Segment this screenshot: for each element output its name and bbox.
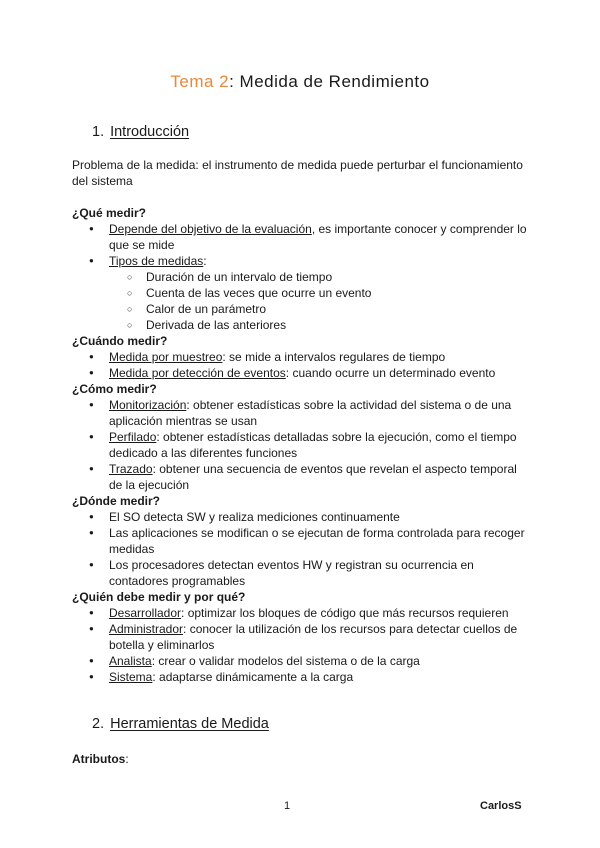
term-description: : xyxy=(203,254,207,268)
term: Sistema xyxy=(109,670,153,684)
question-heading: ¿Quién debe medir y por qué? xyxy=(72,590,246,604)
list-item xyxy=(72,669,532,685)
term: Monitorización xyxy=(109,398,187,412)
section-label: Herramientas de Medida xyxy=(110,716,269,732)
list-item xyxy=(72,365,532,381)
term: Analista xyxy=(109,654,152,668)
bullet-list xyxy=(72,221,532,269)
bullet-list xyxy=(72,397,532,493)
question-heading: ¿Qué medir? xyxy=(72,206,147,220)
question-heading: ¿Dónde medir? xyxy=(72,494,161,508)
atributos-colon: : xyxy=(125,752,129,766)
term: Medida por muestreo xyxy=(109,350,223,364)
list-item xyxy=(72,253,532,269)
page-title xyxy=(0,72,600,92)
list-item xyxy=(72,397,532,429)
intro-paragraph: Problema de la medida: el instrumento de medida puede perturbar el funcionamiento del sistema xyxy=(72,158,523,188)
term-description: , es importante conocer y comprender lo que se mide xyxy=(109,222,527,252)
term-description: : optimizar los bloques de código que más recursos requieren xyxy=(181,606,509,620)
section-heading-1 xyxy=(92,124,189,140)
term: Tipos de medidas xyxy=(109,254,204,268)
term: Depende del objetivo de la evaluación xyxy=(109,222,312,236)
term-description: : obtener estadísticas sobre la actividad del sistema o de una aplicación mientras se usan xyxy=(109,398,512,428)
list-item xyxy=(72,429,532,461)
sub-list-item: ○ Cuenta de las veces que ocurre un evento xyxy=(72,285,532,301)
sub-list-item: ○ Duración de un intervalo de tiempo xyxy=(72,269,532,285)
question-heading: ¿Cómo medir? xyxy=(72,382,157,396)
list-item xyxy=(72,221,532,253)
term: Trazado xyxy=(109,462,153,476)
list-item xyxy=(72,621,532,653)
term-description: : obtener estadísticas detalladas sobre la ejecución, como el tiempo dedicado a las diferentes funciones xyxy=(109,430,517,460)
list-item: ● El SO detecta SW y realiza mediciones continuamente xyxy=(72,509,532,525)
footer-author: CarlosS xyxy=(480,800,522,812)
section-number: 1. xyxy=(92,124,105,140)
list-item xyxy=(72,461,532,493)
title-accent: Tema 2 xyxy=(170,72,230,91)
bullet-list xyxy=(72,605,532,685)
term-description: : obtener una secuencia de eventos que revelan el aspecto temporal de la ejecución xyxy=(109,462,517,492)
term: Medida por detección de eventos xyxy=(109,366,286,380)
term: Administrador xyxy=(109,622,184,636)
list-item xyxy=(72,653,532,669)
bullet-list xyxy=(72,349,532,381)
term-description: : crear o validar modelos del sistema o de la carga xyxy=(151,654,420,668)
term-description: : adaptarse dinámicamente a la carga xyxy=(152,670,354,684)
bullet-list xyxy=(72,509,532,589)
list-item xyxy=(72,605,532,621)
intro-block xyxy=(72,157,532,189)
list-item: ● Las aplicaciones se modifican o se ejecutan de forma controlada para recoger medidas xyxy=(72,525,532,557)
question-heading: ¿Cuándo medir? xyxy=(72,334,168,348)
sub-list-item: ○ Calor de un parámetro xyxy=(72,301,532,317)
list-item: ● Los procesadores detectan eventos HW y registran su ocurrencia en contadores programables xyxy=(72,557,532,589)
list-item xyxy=(72,349,532,365)
term-description: : conocer la utilización de los recursos para detectar cuellos de botella y eliminarlos xyxy=(109,622,518,652)
term: Desarrollador xyxy=(109,606,182,620)
questions-block xyxy=(72,205,532,685)
section-heading-2 xyxy=(92,716,269,732)
page-number: 1 xyxy=(284,800,291,812)
atributos-label: Atributos xyxy=(72,752,126,766)
sub-bullet-list xyxy=(72,269,532,333)
sub-list-item: ○ Derivada de las anteriores xyxy=(72,317,532,333)
term-description: : cuando ocurre un determinado evento xyxy=(285,366,496,380)
atributos-line xyxy=(72,751,532,767)
term: Perfilado xyxy=(109,430,157,444)
term-description: : se mide a intervalos regulares de tiempo xyxy=(222,350,446,364)
title-rest: : Medida de Rendimiento xyxy=(229,72,430,91)
section-number: 2. xyxy=(92,716,105,732)
section-label: Introducción xyxy=(110,124,190,140)
